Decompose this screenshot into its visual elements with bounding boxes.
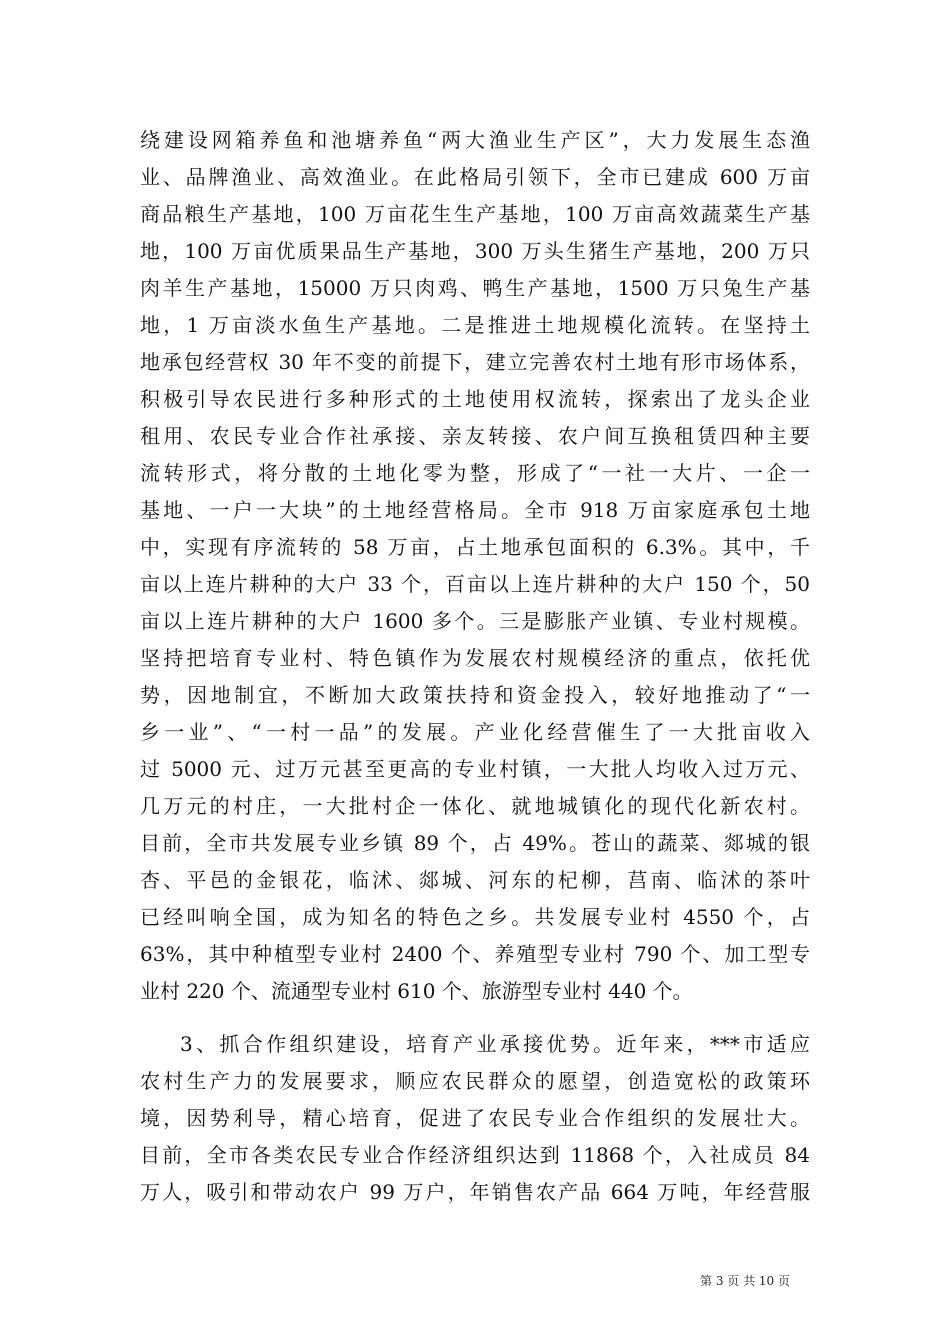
text-line: 乡一业”、“一村一品”的发展。产业化经营催生了一大批亩收入 — [140, 720, 810, 744]
text-line: 地，100 万亩优质果品生产基地，300 万头生猪生产基地，200 万只 — [140, 239, 810, 263]
text-line: 地，1 万亩淡水鱼生产基地。二是推进土地规模化流转。在坚持土 — [140, 313, 810, 337]
text-line: 商品粮生产基地，100 万亩花生生产基地，100 万亩高效蔬菜生产基 — [140, 202, 810, 226]
text-line: 杏、平邑的金银花，临沭、郯城、河东的杞柳，莒南、临沭的茶叶 — [140, 868, 810, 892]
text-line: 农村生产力的发展要求，顺应农民群众的愿望，创造宽松的政策环 — [140, 1069, 810, 1093]
text-line: 亩以上连片耕种的大户 1600 多个。三是膨胀产业镇、专业村规模。 — [140, 609, 810, 633]
text-line: 目前，全市各类农民专业合作经济组织达到 11868 个，入社成员 84 — [140, 1143, 810, 1167]
paragraph-gap — [140, 1010, 810, 1026]
text-line: 几万元的村庄，一大批村企一体化、就地城镇化的现代化新农村。 — [140, 794, 810, 818]
text-line: 业村 220 个、流通型专业村 610 个、旅游型专业村 440 个。 — [140, 979, 693, 1003]
text-line: 境，因势利导，精心培育，促进了农民专业合作组织的发展壮大。 — [140, 1106, 810, 1130]
text-line: 坚持把培育专业村、特色镇作为发展农村规模经济的重点，依托优 — [140, 646, 810, 670]
page-number-footer: 第 3 页 共 10 页 — [700, 1274, 790, 1288]
text-line: 业、品牌渔业、高效渔业。在此格局引领下，全市已建成 600 万亩 — [140, 165, 810, 189]
text-line: 势，因地制宜，不断加大政策扶持和资金投入，较好地推动了“一 — [140, 683, 810, 707]
paragraph-heading-line: 3、抓合作组织建设，培育产业承接优势。近年来，***市适应 — [180, 1032, 810, 1056]
text-line: 已经叫响全国，成为知名的特色之乡。共发展专业村 4550 个，占 — [140, 905, 810, 929]
text-line: 积极引导农民进行多种形式的土地使用权流转，探索出了龙头企业 — [140, 387, 810, 411]
text-line: 肉羊生产基地，15000 万只肉鸡、鸭生产基地，1500 万只兔生产基 — [140, 276, 810, 300]
text-line: 亩以上连片耕种的大户 33 个，百亩以上连片耕种的大户 150 个，50 — [140, 572, 810, 596]
text-line: 中，实现有序流转的 58 万亩，占土地承包面积的 6.3%。其中，千 — [140, 535, 810, 559]
text-line: 流转形式，将分散的土地化零为整，形成了“一社一大片、一企一 — [140, 461, 810, 485]
text-line: 万人，吸引和带动农户 99 万户，年销售农产品 664 万吨，年经营服 — [140, 1180, 810, 1204]
text-line: 租用、农民专业合作社承接、亲友转接、农户间互换租赁四种主要 — [140, 424, 810, 448]
text-line: 过 5000 元、过万元甚至更高的专业村镇，一大批人均收入过万元、 — [140, 757, 810, 781]
text-line: 63%，其中种植型专业村 2400 个、养殖型专业村 790 个、加工型专 — [140, 942, 810, 966]
text-line: 绕建设网箱养鱼和池塘养鱼“两大渔业生产区”，大力发展生态渔 — [140, 128, 810, 152]
text-line: 目前，全市共发展专业乡镇 89 个，占 49%。苍山的蔬菜、郯城的银 — [140, 831, 810, 855]
document-body — [140, 122, 810, 1211]
text-line: 地承包经营权 30 年不变的前提下，建立完善农村土地有形市场体系， — [140, 350, 810, 374]
text-line: 基地、一户一大块”的土地经营格局。全市 918 万亩家庭承包土地 — [140, 498, 810, 522]
